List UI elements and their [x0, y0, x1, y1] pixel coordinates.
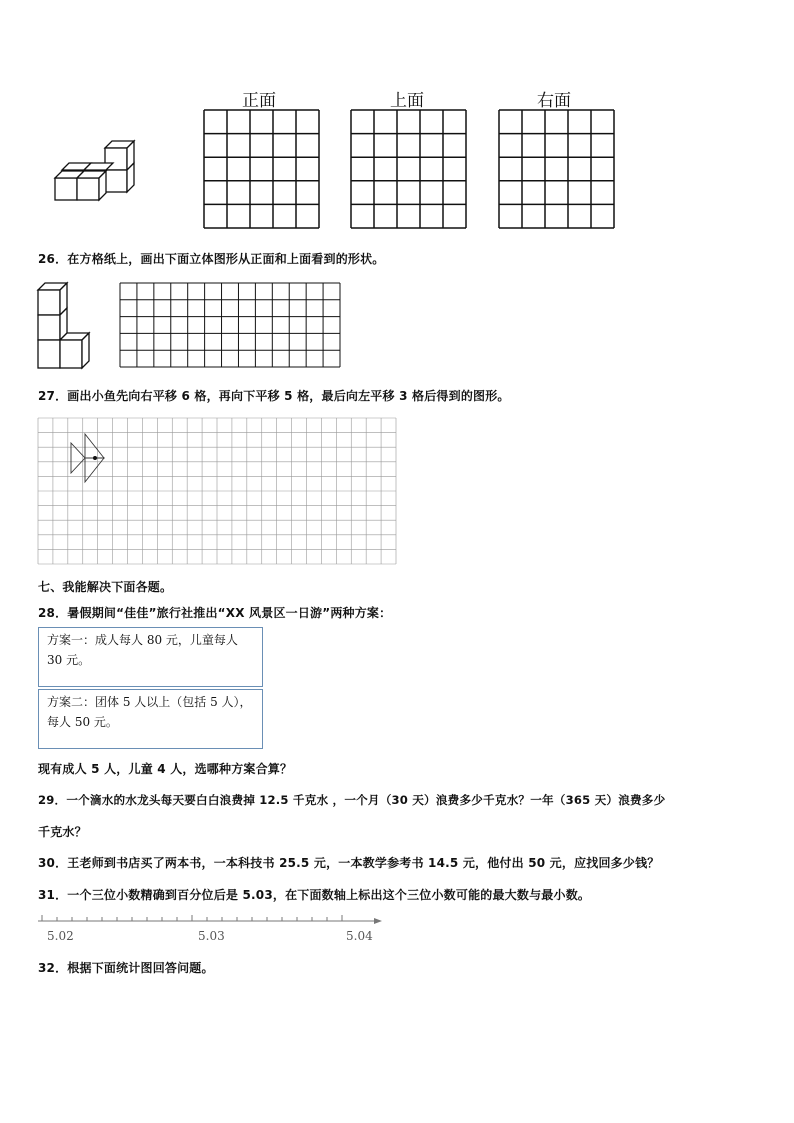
- plan-2-text: 方案二：团体 5 人以上（包括 5 人），每人 50 元。: [47, 695, 252, 729]
- question-29-line-1: 29．一个滴水的水龙头每天要白白浪费掉 12.5 千克水 ，一个月（30 天）浪费多少千克水？一年（365 天）浪费多少: [38, 793, 666, 807]
- question-26: 26．在方格纸上，画出下面立体图形从正面和上面看到的形状。: [38, 252, 385, 266]
- cube-figure-top: [50, 138, 140, 206]
- question-28: 28．暑假期间“佳佳”旅行社推出“XX 风景区一日游”两种方案：: [38, 606, 392, 620]
- question-27: 27．画出小鱼先向右平移 6 格，再向下平移 5 格，最后向左平移 3 格后得到的图形。: [38, 389, 510, 403]
- right-view-label: 右面: [537, 91, 571, 111]
- right-view-grid[interactable]: [499, 110, 614, 228]
- cube-figure-q26: [38, 283, 93, 371]
- plan-1-text: 方案一：成人每人 80 元，儿童每人 30 元。: [47, 633, 238, 667]
- fish-icon: [68, 432, 108, 484]
- plan-1-box: [38, 627, 263, 687]
- number-line-label-mid: 5.03: [198, 929, 225, 943]
- top-view-grid[interactable]: [351, 110, 466, 228]
- plan-2-box: [38, 689, 263, 749]
- front-view-grid[interactable]: [204, 110, 319, 228]
- question-32: 32．根据下面统计图回答问题。: [38, 961, 214, 975]
- top-view-label: 上面: [390, 91, 424, 111]
- front-view-label: 正面: [242, 91, 276, 111]
- question-29-line-2: 千克水？: [38, 825, 87, 839]
- question-30: 30．王老师到书店买了两本书，一本科技书 25.5 元，一本教学参考书 14.5 元，他付出 50 元，应找回多少钱？: [38, 856, 660, 870]
- section-7-heading: 七、我能解决下面各题。: [38, 580, 173, 594]
- drawing-grid-q26[interactable]: [120, 283, 340, 367]
- number-line-label-left: 5.02: [47, 929, 74, 943]
- number-line-label-right: 5.04: [346, 929, 373, 943]
- question-31: 31．一个三位小数精确到百分位后是 5.03，在下面数轴上标出这个三位小数可能的最大数与最小数。: [38, 888, 591, 902]
- question-28-ask: 现有成人 5 人，儿童 4 人，选哪种方案合算？: [38, 762, 293, 776]
